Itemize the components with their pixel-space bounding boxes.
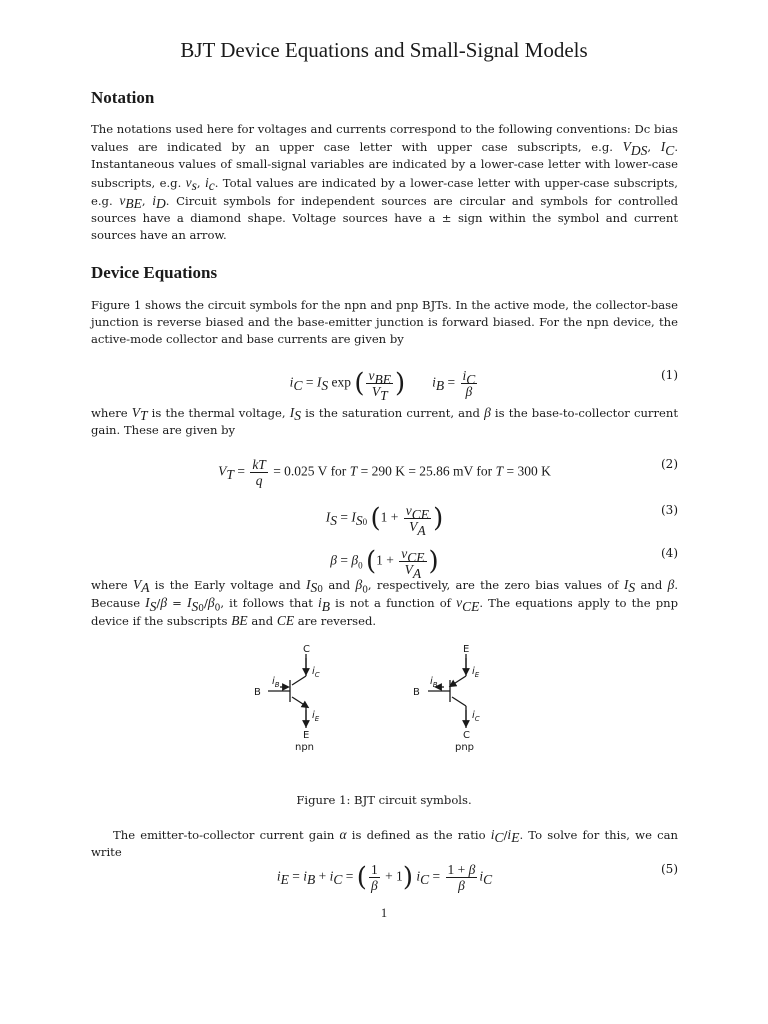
equation-4: $\beta = \beta_0$ (1 + $\frac{v_{CE}}{V_A}$ ) (4)	[330, 546, 678, 581]
figure-bjt-symbols	[240, 640, 500, 756]
notation-paragraph: The notations used here for voltages and currents correspond to the following conventions: Dc bias values are indicated by an upper case letter with upper case subscripts, e.g. $V_{DS}$, $I_C$. Instantaneous values of small-signal variables are indicated by a lower-case letter with lower-case subscripts, e.g. $v_s$, $i_c$. Total values are indicated by a lower-case letter with upper-case subscripts, e.g. $v_{BE}$, $i_D$. Circuit symbols for independent sources are circular and symbols for controlled sources have a diamond shape. Voltage sources have a ± sign within the symbol and current sources have an arrow.	[91, 122, 678, 243]
pnp-base-current-label: $i_B$	[430, 676, 438, 689]
eq2-text-b: = 290 K = 25.86 mV for	[360, 463, 493, 479]
npn-base-label: B	[254, 687, 261, 698]
npn-collector-label: C	[303, 644, 310, 655]
equation-3: $I_S = I_{S0}$ (1 + $\frac{v_{CE}}{V_A}$ ) (3)	[325, 503, 678, 538]
npn-type-label: npn	[295, 742, 315, 753]
pnp-type-label: pnp	[455, 742, 475, 753]
equation-1: $i_C = I_S$ exp ( $\frac{v_{BE}}{V_T}$ ) $i_B$ = $\frac{i_C}{\beta}$ (1)	[289, 368, 678, 403]
equation-5: $i_E = i_B + i_C$ = ( $\frac{1}{\beta}$ + 1) $i_C$ = $\frac{1 + \beta}{\beta}$ $i_C$ (5)	[276, 862, 678, 893]
equation-5-number: (5)	[661, 862, 678, 876]
pnp-collector-label: C	[463, 730, 470, 741]
device-equations-paragraph-1: Figure 1 shows the circuit symbols for the npn and pnp BJTs. In the active mode, the collector-base junction is reverse biased and the base-emitter junction is forward biased. For the npn device, the active-mode collector and base currents are given by	[91, 298, 678, 347]
device-equations-paragraph-4: The emitter-to-collector current gain α is defined as the ratio $i_C/i_E$. To solve for this, we can write	[91, 827, 678, 860]
section-heading-device-equations: Device Equations	[91, 263, 218, 282]
equation-2: $V_T$ = $\frac{kT}{q}$ = 0.025 V for T = 290 K = 25.86 mV for T = 300 K (2)	[218, 457, 678, 488]
pnp-base-label: B	[413, 687, 420, 698]
section-heading-notation: Notation	[91, 88, 155, 107]
page-number: 1	[380, 906, 388, 920]
device-equations-paragraph-2: where $V_T$ is the thermal voltage, $I_S$ is the saturation current, and β is the base-to-collector current gain. These are given by	[91, 405, 678, 438]
eq2-text-a: = 0.025 V for	[273, 463, 347, 479]
pnp-emitter-label: E	[463, 644, 470, 655]
npn-base-current-label: $i_B$	[272, 676, 280, 689]
npn-collector-current-label: $i_C$	[312, 666, 320, 679]
pnp-collector-current-label: $i_C$	[472, 710, 480, 723]
equation-3-number: (3)	[661, 503, 678, 517]
equation-4-number: (4)	[661, 546, 678, 560]
pnp-symbol	[428, 654, 466, 728]
npn-emitter-current-label: $i_E$	[312, 710, 320, 723]
npn-symbol	[268, 654, 306, 728]
eq2-text-c: = 300 K	[506, 463, 551, 479]
pnp-emitter-current-label: $i_E$	[472, 666, 480, 679]
document-title: BJT Device Equations and Small-Signal Models	[180, 38, 588, 62]
equation-2-number: (2)	[661, 457, 678, 471]
equation-1-number: (1)	[661, 368, 678, 382]
npn-emitter-label: E	[303, 730, 310, 741]
figure-caption: Figure 1: BJT circuit symbols.	[296, 793, 472, 807]
device-equations-paragraph-3: where $V_A$ is the Early voltage and $I_{S0}$ and $\beta_0$, respectively, are the zero bias values of $I_S$ and β. Because $I_S/\beta = I_{S0}/\beta_0$, it follows that $i_B$ is not a function of $v_{CE}$. The equations apply to the pnp device if the subscripts BE and CE are reversed.	[91, 577, 679, 629]
